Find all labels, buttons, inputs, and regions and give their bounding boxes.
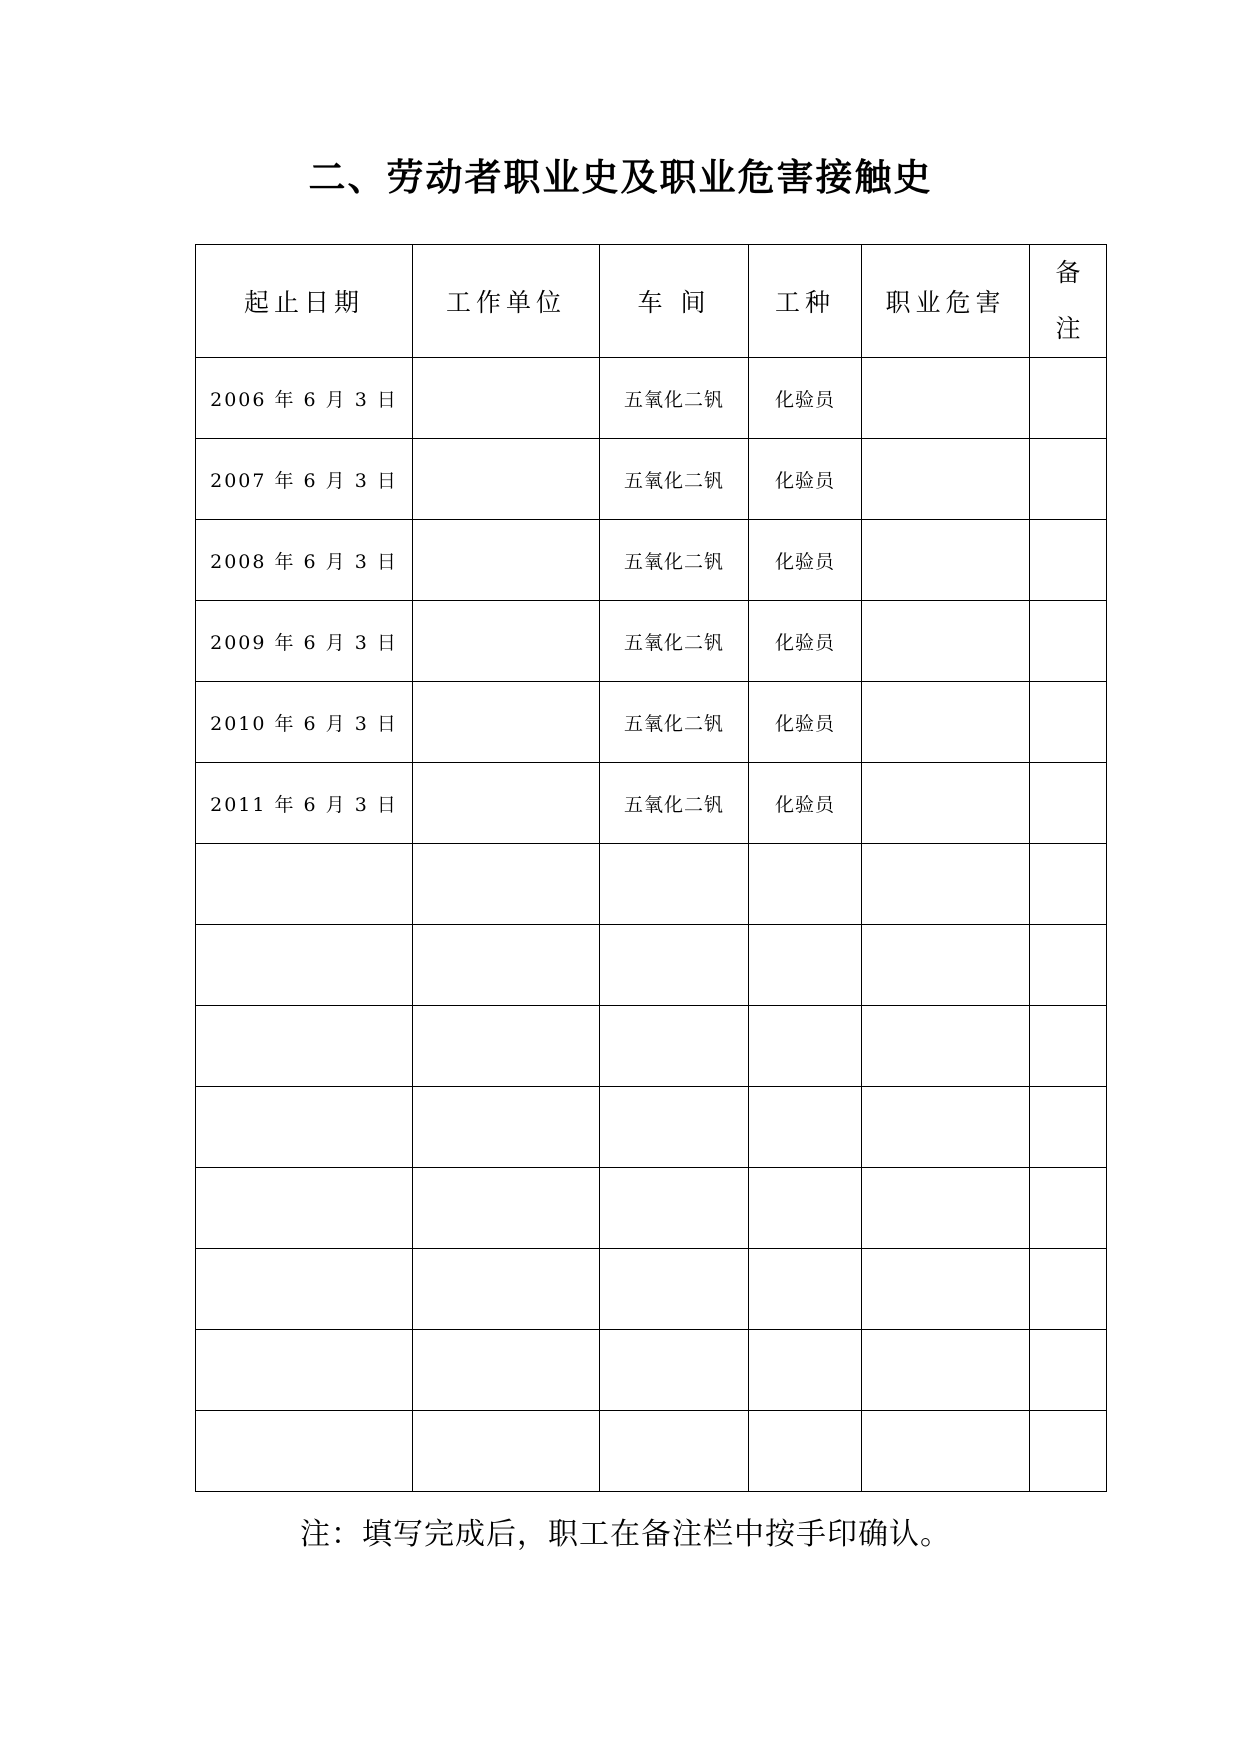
date-cell xyxy=(196,1168,413,1249)
page-title: 二、劳动者职业史及职业危害接触史 xyxy=(308,156,933,199)
job-cell: 化验员 xyxy=(749,439,862,520)
remark-cell xyxy=(1030,844,1107,925)
table-row xyxy=(196,682,1107,763)
hazard-cell xyxy=(862,520,1030,601)
job-cell: 化验员 xyxy=(749,601,862,682)
remark-cell xyxy=(1030,1411,1107,1492)
table-row xyxy=(196,844,1107,925)
header-remark-line2: 注 xyxy=(1055,314,1081,343)
employer-cell xyxy=(413,1330,600,1411)
job-cell xyxy=(749,1006,862,1087)
hazard-cell xyxy=(862,1411,1030,1492)
table-row xyxy=(196,358,1107,439)
hazard-cell xyxy=(862,1087,1030,1168)
header-row xyxy=(196,245,1107,358)
workshop-cell: 五氧化二钒 xyxy=(600,520,749,601)
remark-cell xyxy=(1030,1168,1107,1249)
workshop-cell xyxy=(600,925,749,1006)
hazard-cell xyxy=(862,1006,1030,1087)
table-row xyxy=(196,1006,1107,1087)
table-row xyxy=(196,1249,1107,1330)
remark-cell xyxy=(1030,439,1107,520)
date-cell: 2007 年 6 月 3 日 xyxy=(196,439,413,520)
hazard-cell xyxy=(862,601,1030,682)
workshop-cell xyxy=(600,1006,749,1087)
date-cell xyxy=(196,1249,413,1330)
job-cell: 化验员 xyxy=(749,763,862,844)
workshop-cell xyxy=(600,1087,749,1168)
hazard-cell xyxy=(862,358,1030,439)
workshop-cell: 五氧化二钒 xyxy=(600,682,749,763)
remark-cell xyxy=(1030,1087,1107,1168)
job-cell xyxy=(749,1168,862,1249)
header-remark xyxy=(1030,245,1107,358)
job-cell: 化验员 xyxy=(749,358,862,439)
date-cell: 2009 年 6 月 3 日 xyxy=(196,601,413,682)
hazard-cell xyxy=(862,844,1030,925)
date-cell: 2011 年 6 月 3 日 xyxy=(196,763,413,844)
workshop-cell: 五氧化二钒 xyxy=(600,358,749,439)
hazard-cell xyxy=(862,1249,1030,1330)
workshop-cell: 五氧化二钒 xyxy=(600,601,749,682)
workshop-cell xyxy=(600,1249,749,1330)
workshop-cell xyxy=(600,1330,749,1411)
hazard-cell xyxy=(862,1330,1030,1411)
remark-cell xyxy=(1030,1006,1107,1087)
hazard-cell xyxy=(862,682,1030,763)
job-cell xyxy=(749,1330,862,1411)
hazard-cell xyxy=(862,439,1030,520)
hazard-cell xyxy=(862,763,1030,844)
date-cell: 2008 年 6 月 3 日 xyxy=(196,520,413,601)
employer-cell xyxy=(413,439,600,520)
job-cell xyxy=(749,1249,862,1330)
workshop-cell xyxy=(600,844,749,925)
job-cell xyxy=(749,1411,862,1492)
employer-cell xyxy=(413,520,600,601)
employer-cell xyxy=(413,1006,600,1087)
workshop-cell xyxy=(600,1168,749,1249)
employer-cell xyxy=(413,844,600,925)
employer-cell xyxy=(413,1168,600,1249)
employer-cell xyxy=(413,763,600,844)
job-cell xyxy=(749,1087,862,1168)
header-remark-line1: 备 xyxy=(1055,258,1081,287)
hazard-cell xyxy=(862,1168,1030,1249)
date-cell: 2006 年 6 月 3 日 xyxy=(196,358,413,439)
employer-cell xyxy=(413,682,600,763)
remark-cell xyxy=(1030,1249,1107,1330)
remark-cell xyxy=(1030,1330,1107,1411)
employer-cell xyxy=(413,601,600,682)
date-cell xyxy=(196,1087,413,1168)
header-hazard: 职业危害 xyxy=(862,245,1030,358)
table-row xyxy=(196,1087,1107,1168)
remark-cell xyxy=(1030,358,1107,439)
date-cell xyxy=(196,1330,413,1411)
workshop-cell: 五氧化二钒 xyxy=(600,439,749,520)
job-cell xyxy=(749,844,862,925)
footnote: 注：填写完成后，职工在备注栏中按手印确认。 xyxy=(300,1517,951,1552)
remark-cell xyxy=(1030,682,1107,763)
date-cell xyxy=(196,844,413,925)
date-cell xyxy=(196,925,413,1006)
date-cell xyxy=(196,1411,413,1492)
table-row xyxy=(196,763,1107,844)
employer-cell xyxy=(413,358,600,439)
employer-cell xyxy=(413,1249,600,1330)
table-body xyxy=(196,358,1107,1492)
job-cell: 化验员 xyxy=(749,520,862,601)
workshop-cell xyxy=(600,1411,749,1492)
header-workshop: 车 间 xyxy=(600,245,749,358)
date-cell xyxy=(196,1006,413,1087)
employer-cell xyxy=(413,925,600,1006)
remark-cell xyxy=(1030,925,1107,1006)
table-row xyxy=(196,520,1107,601)
table-row xyxy=(196,601,1107,682)
occupational-history-table xyxy=(195,244,1107,1492)
header-job: 工种 xyxy=(749,245,862,358)
remark-cell xyxy=(1030,763,1107,844)
header-date: 起止日期 xyxy=(196,245,413,358)
job-cell: 化验员 xyxy=(749,682,862,763)
employer-cell xyxy=(413,1411,600,1492)
table-row xyxy=(196,1411,1107,1492)
remark-cell xyxy=(1030,601,1107,682)
hazard-cell xyxy=(862,925,1030,1006)
header-employer: 工作单位 xyxy=(413,245,600,358)
remark-cell xyxy=(1030,520,1107,601)
table-row xyxy=(196,1330,1107,1411)
table-row xyxy=(196,1168,1107,1249)
table-row xyxy=(196,925,1107,1006)
table-row xyxy=(196,439,1107,520)
employer-cell xyxy=(413,1087,600,1168)
date-cell: 2010 年 6 月 3 日 xyxy=(196,682,413,763)
job-cell xyxy=(749,925,862,1006)
workshop-cell: 五氧化二钒 xyxy=(600,763,749,844)
